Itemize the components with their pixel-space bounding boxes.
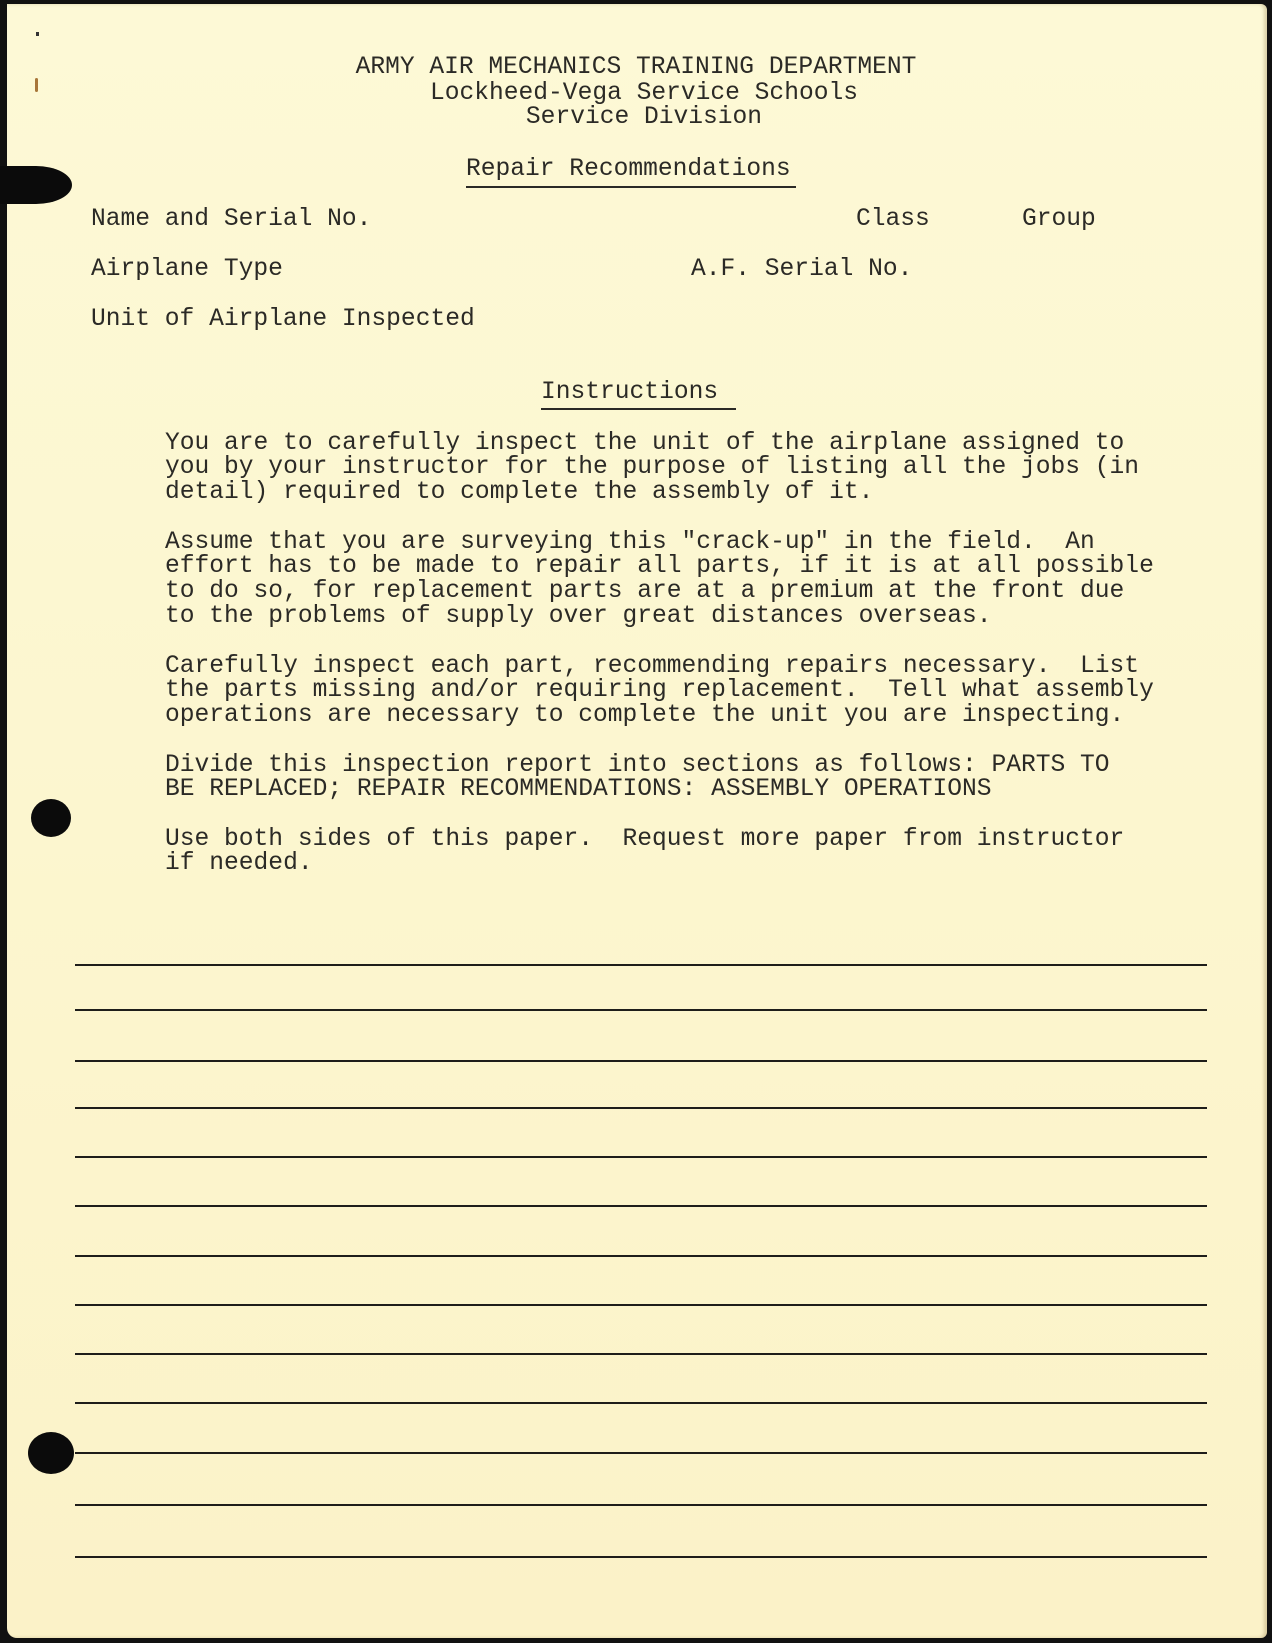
paragraph-line: to do so, for replacement parts are at a premium at the front due [165, 578, 1125, 605]
paragraph-line: if needed. [165, 850, 313, 877]
answer-line[interactable] [75, 1452, 1207, 1454]
paragraph-line: Divide this inspection report into sections as follows: PARTS TO [165, 752, 1110, 779]
header-division: Service Division [525, 104, 763, 131]
paragraph-line: effort has to be made to repair all parts, if it is at all possible [165, 553, 1154, 580]
answer-line[interactable] [75, 1504, 1207, 1506]
field-label-unit-inspected: Unit of Airplane Inspected [91, 306, 475, 333]
paragraph-line: detail) required to complete the assembly of it. [165, 479, 874, 506]
answer-line[interactable] [75, 1556, 1207, 1558]
field-label-group: Group [1022, 206, 1096, 233]
paragraph-line: BE REPLACED; REPAIR RECOMMENDATIONS: ASSEMBLY OPERATIONS [165, 776, 992, 803]
punch-hole-bottom [28, 1432, 74, 1474]
answer-line[interactable] [75, 1304, 1207, 1306]
paragraph-line: Use both sides of this paper. Request more paper from instructor [165, 826, 1125, 853]
punch-hole-middle [31, 799, 71, 837]
paragraph-line: to the problems of supply over great distances overseas. [165, 603, 992, 630]
field-label-class: Class [856, 206, 930, 233]
answer-line[interactable] [75, 1255, 1207, 1257]
header-department: ARMY AIR MECHANICS TRAINING DEPARTMENT [355, 54, 917, 81]
answer-line[interactable] [75, 1009, 1207, 1011]
paragraph-line: You are to carefully inspect the unit of the airplane assigned to [165, 430, 1125, 457]
answer-line[interactable] [75, 1353, 1207, 1355]
form-title: Repair Recommendations [466, 158, 796, 188]
field-label-af-serial: A.F. Serial No. [691, 256, 913, 283]
instructions-heading: Instructions [541, 381, 736, 410]
header-school: Lockheed-Vega Service Schools [429, 80, 858, 107]
answer-line[interactable] [75, 1060, 1207, 1062]
answer-line[interactable] [75, 1205, 1207, 1207]
paragraph-line: Carefully inspect each part, recommending repairs necessary. List [165, 653, 1140, 680]
paragraph-line: operations are necessary to complete the unit you are inspecting. [165, 702, 1125, 729]
field-label-name-serial: Name and Serial No. [91, 206, 372, 233]
form-page [7, 4, 1267, 1638]
paragraph-line: the parts missing and/or requiring replacement. Tell what assembly [165, 677, 1154, 704]
answer-line[interactable] [75, 1156, 1207, 1158]
punch-hole-top [0, 166, 72, 204]
answer-line[interactable] [75, 964, 1207, 966]
answer-line[interactable] [75, 1402, 1207, 1404]
paragraph-line: Assume that you are surveying this "crack-up" in the field. An [165, 529, 1095, 556]
answer-line[interactable] [75, 1107, 1207, 1109]
field-label-airplane-type: Airplane Type [91, 256, 283, 283]
stray-ink-mark [36, 32, 39, 36]
paragraph-line: you by your instructor for the purpose of listing all the jobs (in [165, 454, 1140, 481]
